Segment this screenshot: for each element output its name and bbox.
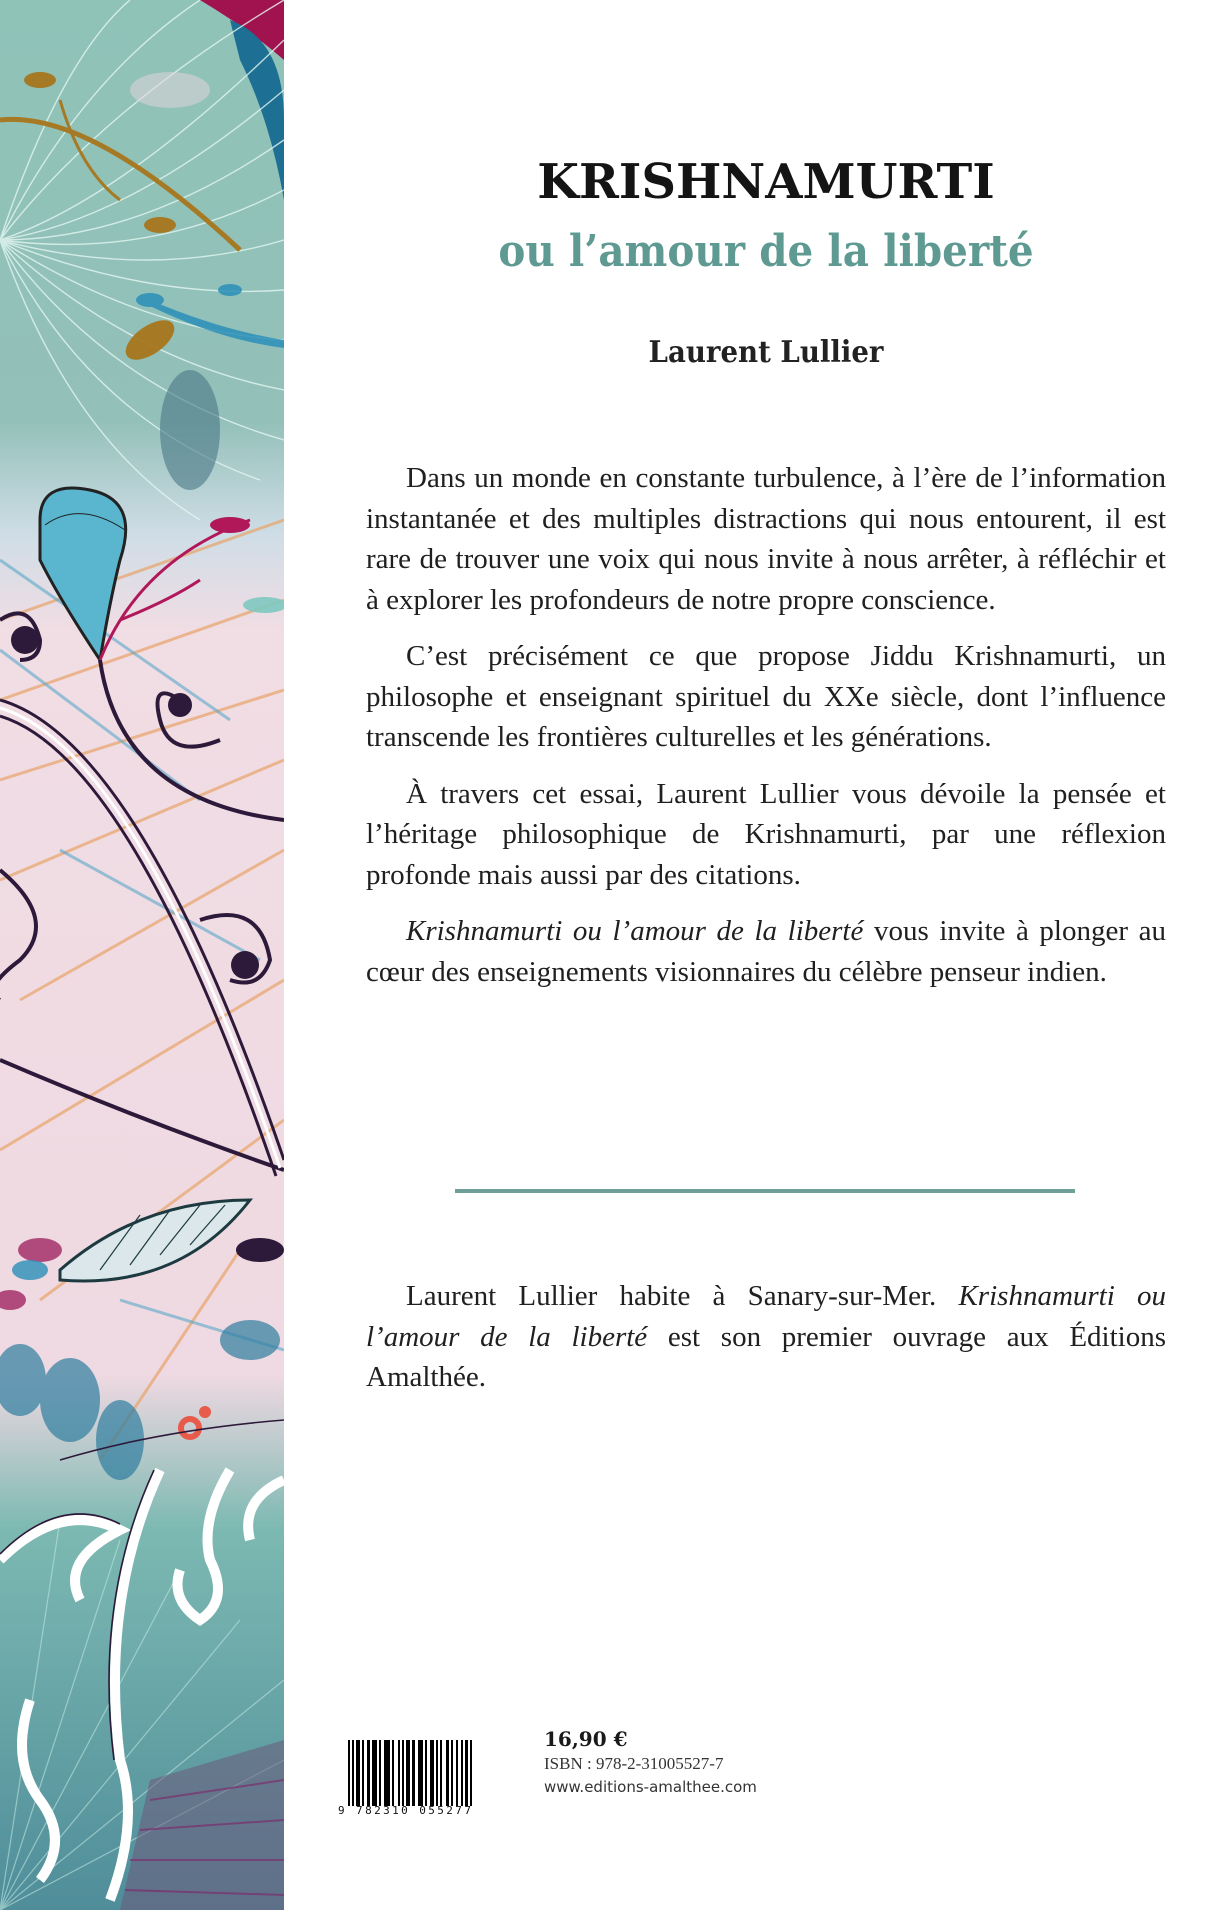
bio-text: est son premier ouvrage aux Éditions Amalthée. <box>366 1320 1166 1393</box>
blurb <box>366 458 1166 1008</box>
book-title: KRISHNAMURTI <box>537 154 995 210</box>
isbn-barcode <box>338 1740 488 1822</box>
decorative-floral-panel <box>0 0 284 1910</box>
floral-illustration-icon <box>0 0 284 1910</box>
blurb-paragraph: À travers cet essai, Laurent Lullier vous dévoile la pensée et l’héritage philosophique de Krishnamurti, par une réflexion profonde mais aussi par des citations. <box>366 777 1166 891</box>
isbn: ISBN : 978-2-31005527-7 <box>544 1754 724 1773</box>
bio-paragraph <box>366 1276 1166 1398</box>
barcode-bars-icon <box>348 1740 483 1806</box>
book-author: Laurent Lullier <box>648 335 884 370</box>
publisher-website[interactable]: www.editions-amalthee.com <box>544 1778 757 1796</box>
blurb-paragraph: C’est précisément ce que propose Jiddu Krishnamurti, un philosophe et enseignant spirituel du XXe siècle, dont l’influence transcende les frontières culturelles et les générations. <box>366 640 1166 753</box>
bio-text: Laurent Lullier habite à Sanary-sur-Mer. <box>406 1280 959 1312</box>
book-subtitle: ou l’amour de la liberté <box>498 226 1034 277</box>
price: 16,90 € <box>544 1727 628 1751</box>
blurb-text: vous invite à plonger au cœur des enseignements visionnaires du célèbre penseur indien. <box>366 915 1166 988</box>
book-title-italic: Krishnamurti ou l’amour de la liberté <box>406 915 864 947</box>
barcode-digits: 9 782310 055277 <box>338 1804 474 1817</box>
blurb-paragraph <box>366 911 1166 992</box>
book-title-italic: Krishnamurti ou l’amour de la liberté <box>366 1280 1166 1353</box>
blurb-paragraph: Dans un monde en constante turbulence, à l’ère de l’information instantanée et des multiples distractions qui nous entourent, il est rare de trouver une voix qui nous invite à nous arrêter, à réfléchir et à explorer les profondeurs de notre propre conscience. <box>366 462 1166 616</box>
author-bio <box>366 1276 1166 1398</box>
section-divider <box>455 1189 1075 1193</box>
